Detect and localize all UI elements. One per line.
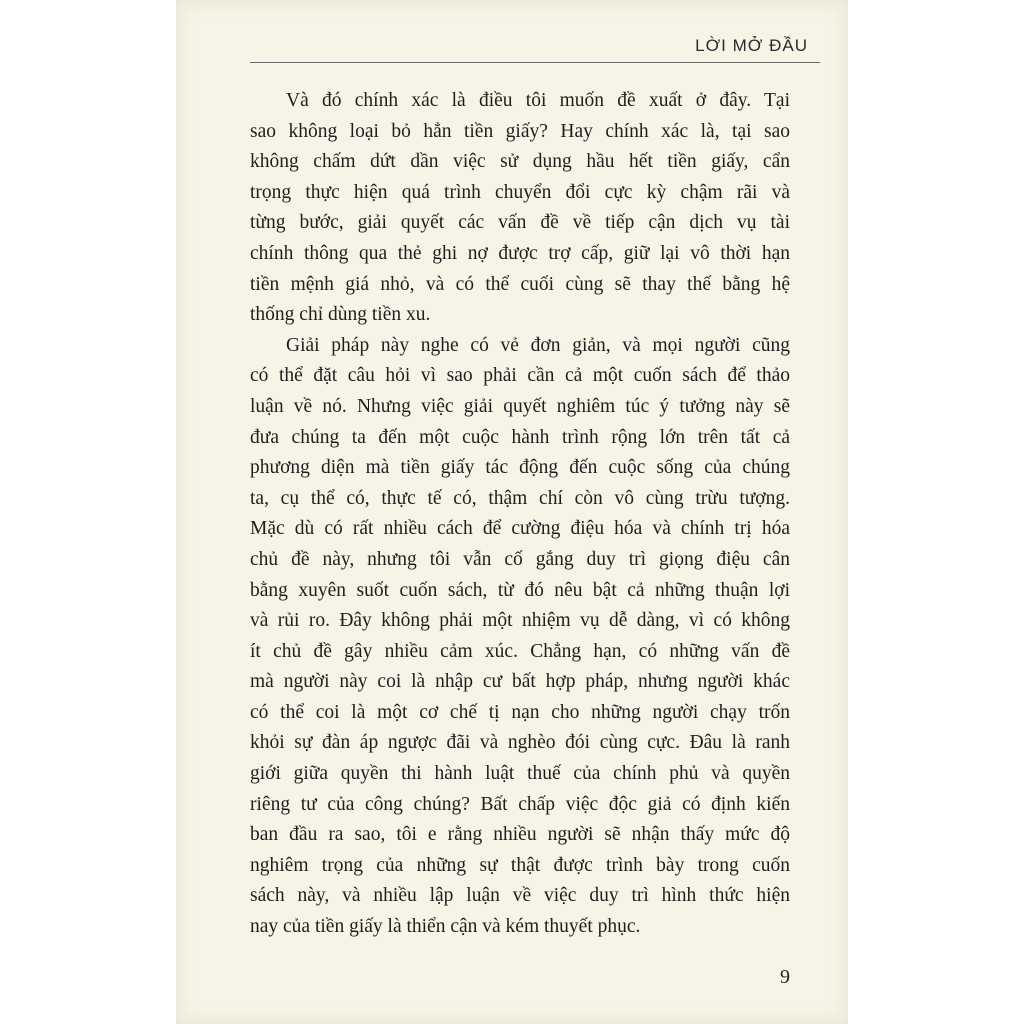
text-line: Và đó chính xác là điều tôi muốn đề xuất ở đây. Tại bbox=[286, 90, 790, 111]
text-line: và rủi ro. Đây không phải một nhiệm vụ dễ dàng, vì có không bbox=[250, 610, 790, 632]
running-head: LỜI MỞ ĐẦU bbox=[695, 36, 808, 55]
text-line: sách này, và nhiều lập luận về việc duy trì hình thức hiện bbox=[250, 885, 790, 907]
text-line: không chấm dứt dần việc sử dụng hầu hết tiền giấy, cẩn bbox=[250, 151, 790, 173]
text-line: bằng xuyên suốt cuốn sách, từ đó nêu bật cả những thuận lợi bbox=[250, 579, 790, 601]
text-line: khỏi sự đàn áp ngược đãi và nghèo đói cùng cực. Đâu là ranh bbox=[250, 732, 790, 754]
text-line: sao không loại bỏ hẳn tiền giấy? Hay chính xác là, tại sao bbox=[250, 120, 790, 142]
text-line: ít chủ đề gây nhiều cảm xúc. Chẳng hạn, có những vấn đề bbox=[250, 640, 790, 662]
text-line: trọng thực hiện quá trình chuyển đổi cực kỳ chậm rãi và bbox=[250, 181, 790, 203]
header-rule bbox=[250, 62, 820, 63]
text-line: tiền mệnh giá nhỏ, và có thể cuối cùng sẽ thay thế bằng hệ bbox=[250, 273, 790, 295]
text-line: nay của tiền giấy là thiển cận và kém thuyết phục. bbox=[250, 916, 641, 938]
text-line: từng bước, giải quyết các vấn đề về tiếp cận dịch vụ tài bbox=[250, 212, 790, 234]
text-line: mà người này coi là nhập cư bất hợp pháp, nhưng người khác bbox=[250, 671, 790, 693]
text-line: phương diện mà tiền giấy tác động đến cuộc sống của chúng bbox=[250, 457, 790, 479]
text-line: giới giữa quyền thi hành luật thuế của chính phủ và quyền bbox=[250, 763, 790, 785]
book-page bbox=[176, 0, 848, 1024]
text-line: ta, cụ thể có, thực tế có, thậm chí còn vô cùng trừu tượng. bbox=[250, 487, 790, 509]
text-line: đưa chúng ta đến một cuộc hành trình rộng lớn trên tất cả bbox=[250, 426, 790, 448]
text-line: có thể đặt câu hỏi vì sao phải cần cả một cuốn sách để thảo bbox=[250, 365, 790, 387]
text-line: Giải pháp này nghe có vẻ đơn giản, và mọi người cũng bbox=[286, 334, 790, 356]
text-line: luận về nó. Nhưng việc giải quyết nghiêm túc ý tưởng này sẽ bbox=[250, 395, 790, 417]
text-line: chủ đề này, nhưng tôi vẫn cố gắng duy trì giọng điệu cân bbox=[250, 548, 790, 570]
body-text bbox=[250, 86, 790, 943]
text-line: Mặc dù có rất nhiều cách để cường điệu hóa và chính trị hóa bbox=[250, 518, 790, 540]
text-line: riêng tư của công chúng? Bất chấp việc độc giả có định kiến bbox=[250, 793, 790, 815]
text-line: nghiêm trọng của những sự thật được trình bày trong cuốn bbox=[250, 854, 790, 876]
page-number: 9 bbox=[780, 966, 790, 988]
text-line: ban đầu ra sao, tôi e rằng nhiều người sẽ nhận thấy mức độ bbox=[250, 824, 790, 846]
text-line: thống chỉ dùng tiền xu. bbox=[250, 304, 431, 326]
text-line: có thể coi là một cơ chế tị nạn cho những người chạy trốn bbox=[250, 701, 790, 723]
text-line: chính thông qua thẻ ghi nợ được trợ cấp, giữ lại vô thời hạn bbox=[250, 242, 790, 264]
